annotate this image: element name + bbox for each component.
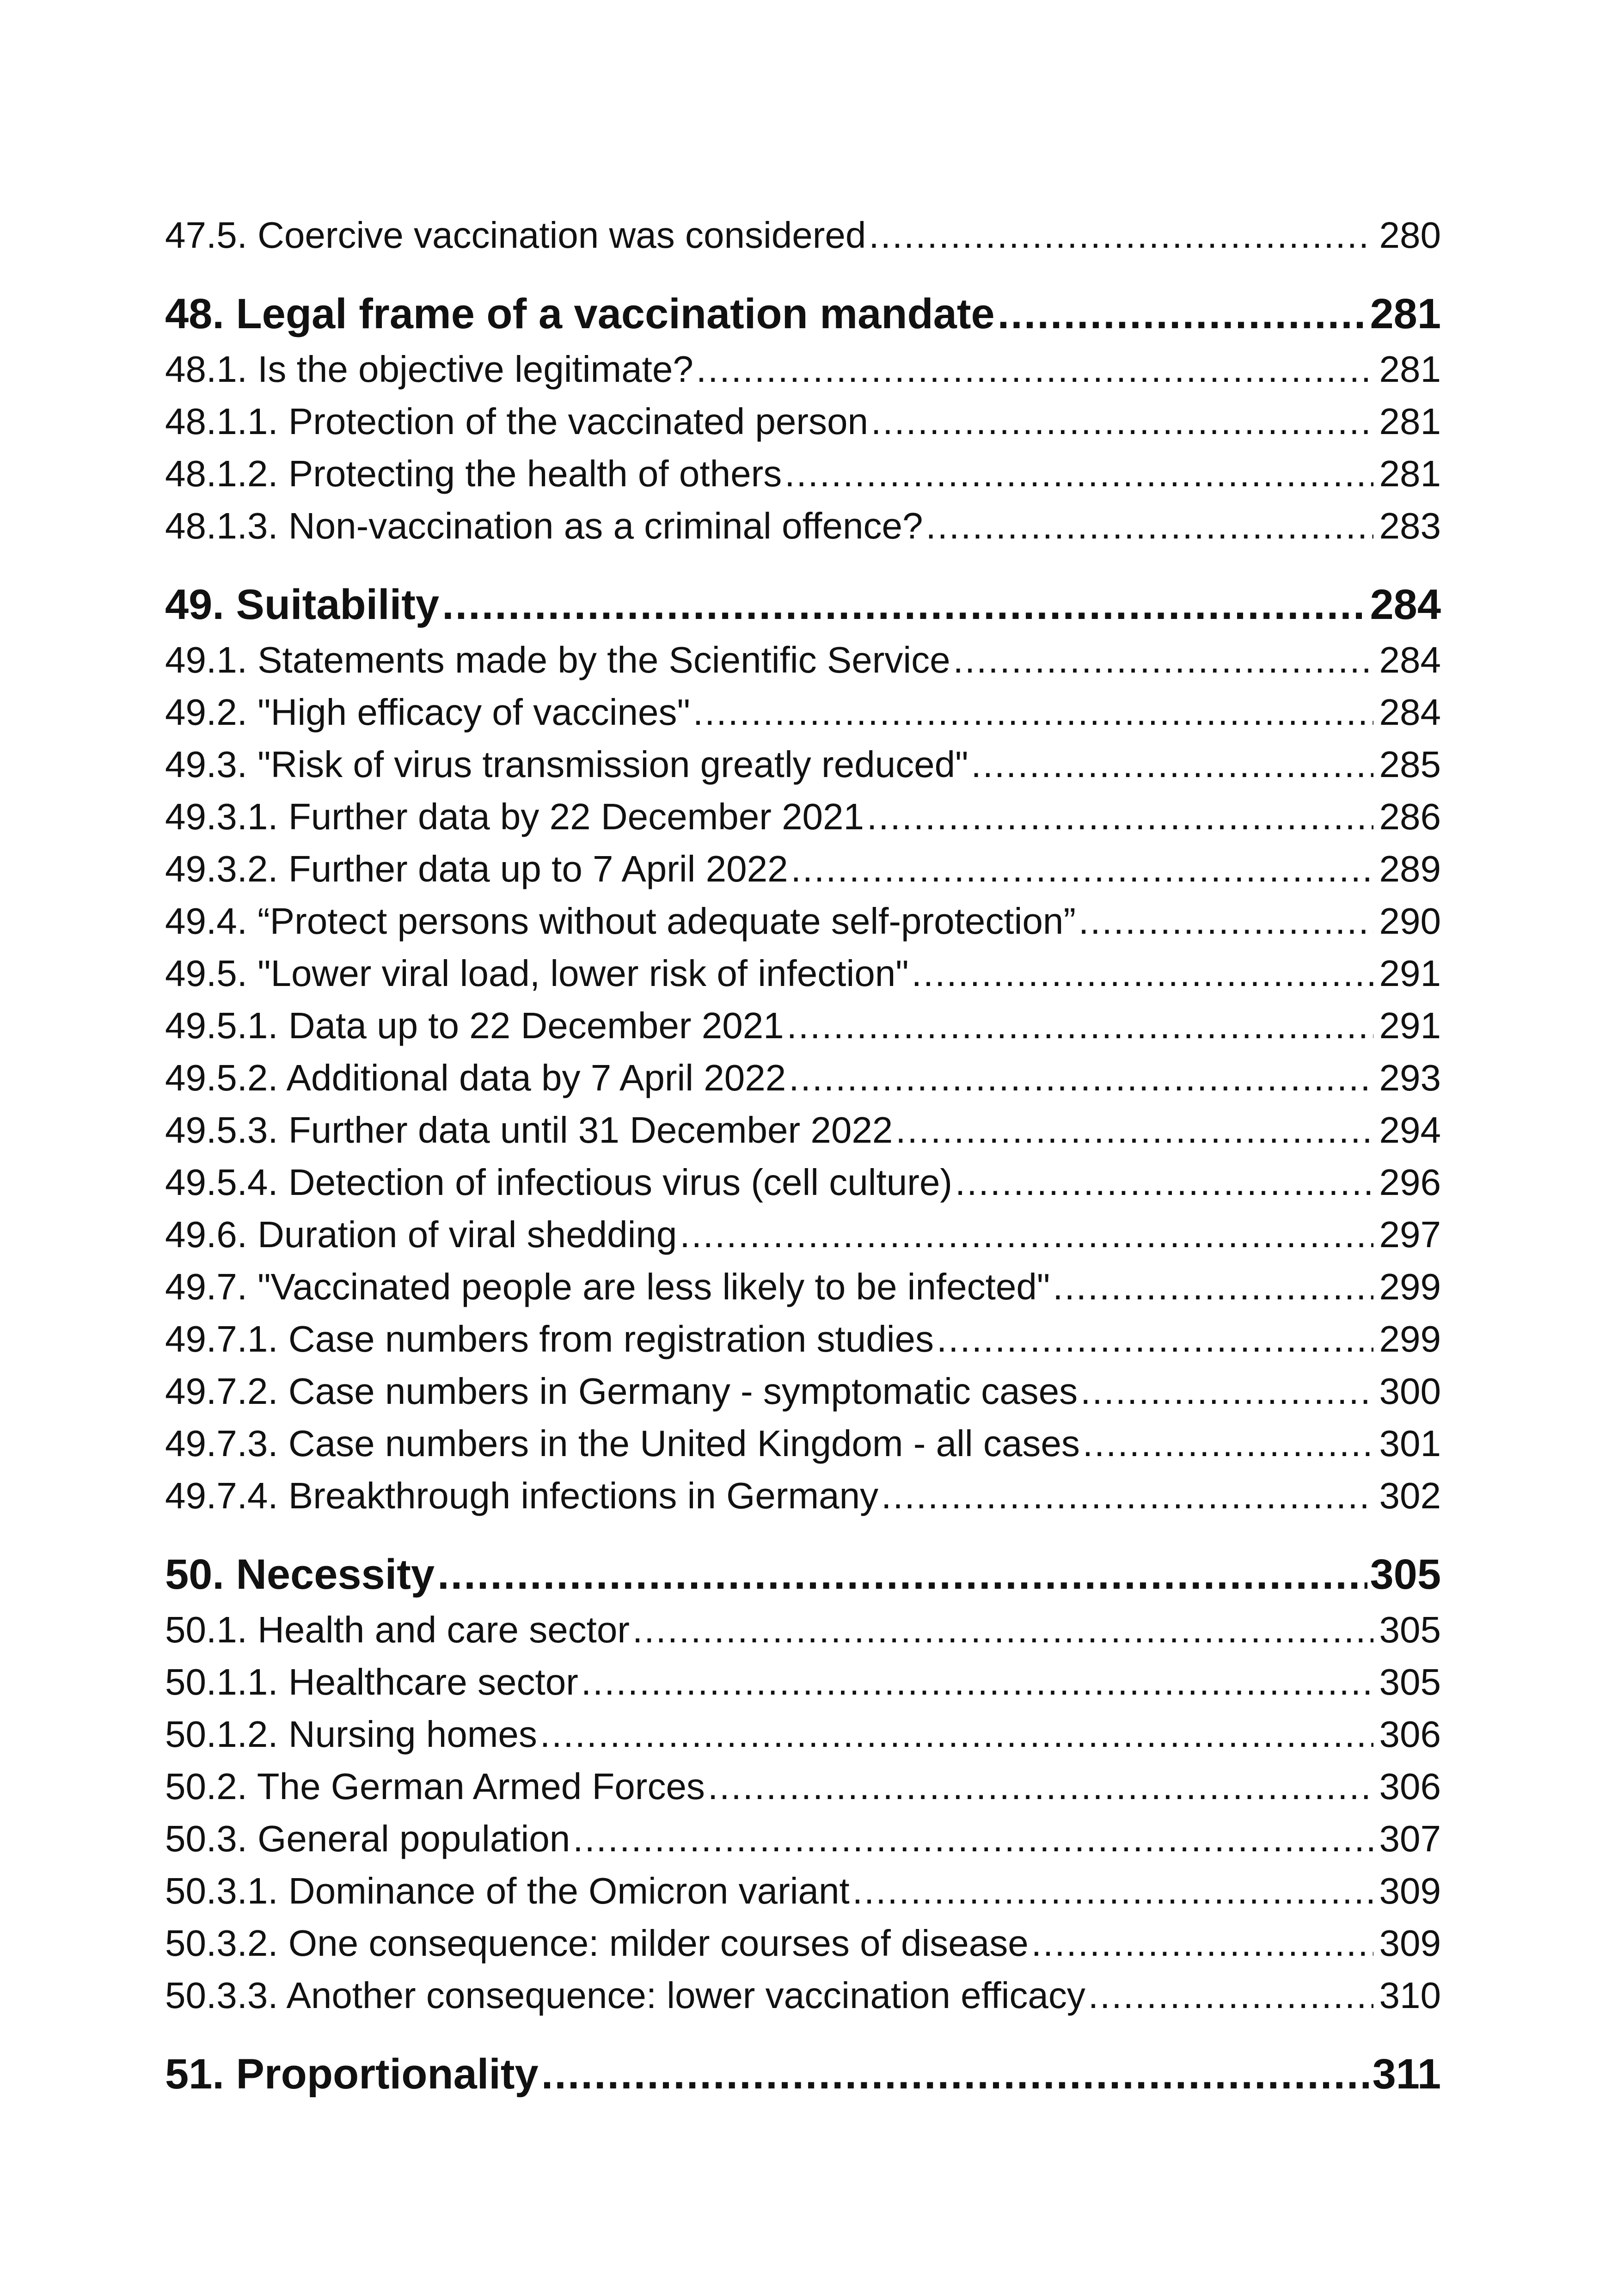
- toc-section-entry: [165, 1604, 1441, 1656]
- toc-dot-leader: [1053, 1261, 1373, 1313]
- toc-dot-leader: [971, 738, 1374, 790]
- toc-dot-leader: [955, 1156, 1373, 1208]
- toc-page-number: 305: [1379, 1661, 1441, 1702]
- toc-entry-title: 50.3.3. Another consequence: lower vaccination efficacy: [165, 1975, 1085, 2016]
- toc-page-number: 309: [1379, 1870, 1441, 1911]
- toc-section-entry: [165, 1812, 1441, 1865]
- toc-chapter-entry: [165, 2045, 1441, 2103]
- toc-page-number: 296: [1379, 1162, 1441, 1203]
- toc-dot-leader: [787, 999, 1373, 1052]
- toc-entry-title: 48.1.3. Non-vaccination as a criminal offence?: [165, 505, 923, 546]
- toc-dot-leader: [693, 686, 1373, 738]
- toc-entry-title: 49.5.4. Detection of infectious virus (cell culture): [165, 1162, 953, 1203]
- toc-page-number: 305: [1379, 1609, 1441, 1650]
- toc-dot-leader: [442, 576, 1367, 634]
- toc-section-entry: [165, 1917, 1441, 1969]
- toc-entry-title: 49.7.4. Breakthrough infections in Germany: [165, 1475, 879, 1516]
- toc-page-number: 281: [1379, 401, 1441, 442]
- toc-entry-title: 49.5.1. Data up to 22 December 2021: [165, 1005, 784, 1046]
- toc-section-entry: [165, 1261, 1441, 1313]
- toc-dot-leader: [581, 1656, 1373, 1708]
- toc-entry-title: 48. Legal frame of a vaccination mandate: [165, 290, 995, 337]
- toc-entry-title: 50.3. General population: [165, 1818, 570, 1859]
- toc-page-number: 283: [1379, 505, 1441, 546]
- toc-section-entry: [165, 895, 1441, 947]
- toc-entry-title: 49.3.1. Further data by 22 December 2021: [165, 796, 864, 837]
- toc-dot-leader: [437, 1546, 1367, 1604]
- toc-entry-title: 50. Necessity: [165, 1551, 435, 1598]
- toc-entry-title: 49.3. "Risk of virus transmission greatly reduced": [165, 744, 968, 785]
- toc-page-number: 291: [1379, 953, 1441, 994]
- toc-chapter-entry: [165, 285, 1441, 343]
- toc-entry-title: 48.1.1. Protection of the vaccinated person: [165, 401, 868, 442]
- toc-page-number: 302: [1379, 1475, 1441, 1516]
- toc-page-number: 299: [1379, 1266, 1441, 1307]
- toc-page-number: 291: [1379, 1005, 1441, 1046]
- toc-entry-title: 49.5.2. Additional data by 7 April 2022: [165, 1057, 786, 1098]
- toc-section-entry: [165, 209, 1441, 261]
- toc-entry-title: 48.1. Is the objective legitimate?: [165, 349, 693, 390]
- toc-page-number: 284: [1379, 639, 1441, 680]
- toc-entry-title: 51. Proportionality: [165, 2051, 539, 2098]
- toc-section-entry: [165, 1656, 1441, 1708]
- toc-page-number: 293: [1379, 1057, 1441, 1098]
- toc-section-entry: [165, 1313, 1441, 1365]
- toc-chapter-entry: [165, 576, 1441, 634]
- toc-dot-leader: [540, 1708, 1373, 1760]
- toc-dot-leader: [1031, 1917, 1373, 1969]
- toc-section-entry: [165, 790, 1441, 843]
- toc-section-entry: [165, 1208, 1441, 1261]
- toc-dot-leader: [680, 1208, 1373, 1261]
- toc-page-number: 281: [1370, 290, 1441, 337]
- toc-entry-title: 49. Suitability: [165, 581, 440, 628]
- toc-dot-leader: [573, 1812, 1373, 1865]
- toc-section-entry: [165, 1052, 1441, 1104]
- toc-page-number: 307: [1379, 1818, 1441, 1859]
- toc-dot-leader: [1080, 1365, 1373, 1417]
- toc-section-entry: [165, 395, 1441, 447]
- toc-section-entry: [165, 1156, 1441, 1208]
- toc-section-entry: [165, 1708, 1441, 1760]
- toc-dot-leader: [869, 209, 1373, 261]
- toc-entry-title: 50.1. Health and care sector: [165, 1609, 630, 1650]
- toc-page-number: 294: [1379, 1109, 1441, 1151]
- toc-section-entry: [165, 1417, 1441, 1469]
- toc-section-entry: [165, 843, 1441, 895]
- toc-dot-leader: [1079, 895, 1373, 947]
- toc-entry-title: 50.1.2. Nursing homes: [165, 1714, 537, 1755]
- toc-page-number: 297: [1379, 1214, 1441, 1255]
- toc-dot-leader: [784, 447, 1373, 500]
- toc-section-entry: [165, 500, 1441, 552]
- toc-dot-leader: [912, 947, 1373, 999]
- toc-dot-leader: [953, 634, 1373, 686]
- toc-entry-title: 49.3.2. Further data up to 7 April 2022: [165, 848, 788, 889]
- toc-section-entry: [165, 1969, 1441, 2021]
- toc-dot-leader: [708, 1760, 1373, 1812]
- toc-section-entry: [165, 686, 1441, 738]
- toc-chapter-entry: [165, 1546, 1441, 1604]
- toc-dot-leader: [867, 790, 1373, 843]
- toc-entry-title: 50.3.2. One consequence: milder courses of disease: [165, 1923, 1029, 1964]
- toc-entry-title: 49.5. "Lower viral load, lower risk of infection": [165, 953, 909, 994]
- toc-page-number: 284: [1370, 581, 1441, 628]
- toc-entry-title: 49.7.1. Case numbers from registration studies: [165, 1318, 934, 1359]
- toc-page-number: 309: [1379, 1923, 1441, 1964]
- toc-page-number: 299: [1379, 1318, 1441, 1359]
- toc-section-entry: [165, 1760, 1441, 1812]
- toc-dot-leader: [791, 843, 1373, 895]
- toc-dot-leader: [789, 1052, 1373, 1104]
- toc-section-entry: [165, 447, 1441, 500]
- toc-dot-leader: [541, 2045, 1369, 2103]
- toc-page-number: 289: [1379, 848, 1441, 889]
- toc-section-entry: [165, 343, 1441, 395]
- toc-section-entry: [165, 1365, 1441, 1417]
- toc-section-entry: [165, 1469, 1441, 1522]
- toc-section-entry: [165, 1865, 1441, 1917]
- toc-dot-leader: [925, 500, 1373, 552]
- toc-section-entry: [165, 738, 1441, 790]
- toc-page-number: 286: [1379, 796, 1441, 837]
- toc-page-number: 280: [1379, 214, 1441, 256]
- toc-page-number: 310: [1379, 1975, 1441, 2016]
- toc-section-entry: [165, 1104, 1441, 1156]
- toc-dot-leader: [871, 395, 1373, 447]
- toc-dot-leader: [998, 285, 1367, 343]
- toc-entry-title: 49.2. "High efficacy of vaccines": [165, 692, 690, 733]
- toc-page-number: 305: [1370, 1551, 1441, 1598]
- toc-page-number: 306: [1379, 1766, 1441, 1807]
- toc-dot-leader: [632, 1604, 1373, 1656]
- toc-entry-title: 48.1.2. Protecting the health of others: [165, 453, 782, 494]
- toc-entry-title: 50.1.1. Healthcare sector: [165, 1661, 578, 1702]
- toc-entry-title: 47.5. Coercive vaccination was considered: [165, 214, 866, 256]
- toc-page-number: 306: [1379, 1714, 1441, 1755]
- toc-section-entry: [165, 947, 1441, 999]
- toc-entry-title: 49.7. "Vaccinated people are less likely to be infected": [165, 1266, 1050, 1307]
- toc-page-number: 301: [1379, 1423, 1441, 1464]
- toc-section-entry: [165, 999, 1441, 1052]
- toc-dot-leader: [937, 1313, 1373, 1365]
- toc-dot-leader: [852, 1865, 1373, 1917]
- toc-dot-leader: [696, 343, 1373, 395]
- toc-entry-title: 49.4. “Protect persons without adequate self-protection”: [165, 900, 1076, 942]
- toc-entry-title: 49.7.3. Case numbers in the United Kingdom - all cases: [165, 1423, 1080, 1464]
- toc-page-number: 281: [1379, 349, 1441, 390]
- toc-page-number: 284: [1379, 692, 1441, 733]
- toc-entry-title: 49.7.2. Case numbers in Germany - symptomatic cases: [165, 1371, 1078, 1412]
- toc-dot-leader: [1088, 1969, 1373, 2021]
- toc-entry-title: 50.2. The German Armed Forces: [165, 1766, 705, 1807]
- toc-page-number: 311: [1372, 2051, 1441, 2098]
- toc-page-number: 281: [1379, 453, 1441, 494]
- toc-dot-leader: [881, 1469, 1373, 1522]
- table-of-contents: [165, 209, 1441, 2103]
- toc-page-number: 300: [1379, 1371, 1441, 1412]
- toc-entry-title: 49.6. Duration of viral shedding: [165, 1214, 677, 1255]
- toc-entry-title: 49.5.3. Further data until 31 December 2022: [165, 1109, 893, 1151]
- toc-page-number: 290: [1379, 900, 1441, 942]
- toc-page-number: 285: [1379, 744, 1441, 785]
- toc-entry-title: 50.3.1. Dominance of the Omicron variant: [165, 1870, 850, 1911]
- toc-dot-leader: [895, 1104, 1373, 1156]
- toc-section-entry: [165, 634, 1441, 686]
- toc-dot-leader: [1083, 1417, 1373, 1469]
- toc-entry-title: 49.1. Statements made by the Scientific Service: [165, 639, 950, 680]
